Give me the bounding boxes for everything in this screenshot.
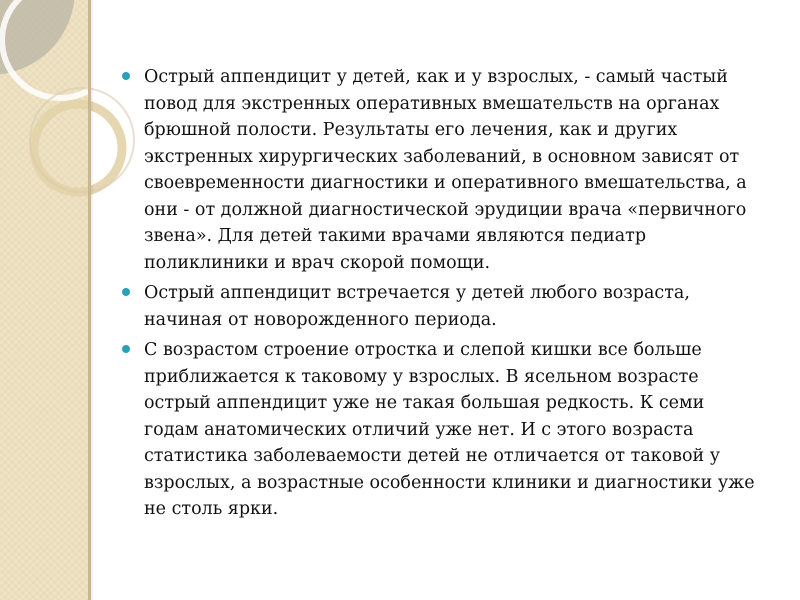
bullet-dot-icon (122, 345, 130, 353)
bullet-dot-icon (122, 288, 130, 296)
bullet-text: С возрастом строение отростка и слепой кишки все больше приближается к таковому у взрослых. В ясельном возрасте острый аппендицит уже не такая большая редкость. К семи годам анатомических отличий уже нет. И с этого возраста статистика заболеваемости детей не отличается от таковой у взрослых, а возрастные особенности клиники и диагностики уже не столь ярки. (144, 340, 755, 519)
slide-content (120, 64, 760, 527)
bullet-item (120, 64, 760, 276)
bullet-item (120, 280, 760, 333)
bullet-text: Острый аппендицит встречается у детей любого возраста, начиная от новорожденного периода. (144, 283, 690, 330)
bullet-list (120, 64, 760, 523)
bullet-dot-icon (122, 72, 130, 80)
bullet-item (120, 337, 760, 523)
bullet-text: Острый аппендицит у детей, как и у взрослых, - самый частый повод для экстренных оперативных вмешательств на органах брюшной полости. Результаты его лечения, как и других экстренных хирургических заболеваний, в основном зависят от своевременности диагностики и оперативного вмешательства, а они - от должной диагностической эрудиции врача «первичного звена». Для детей такими врачами являются педиатр поликлиники и врач скорой помощи. (144, 67, 747, 273)
side-panel-shadow (91, 0, 94, 600)
